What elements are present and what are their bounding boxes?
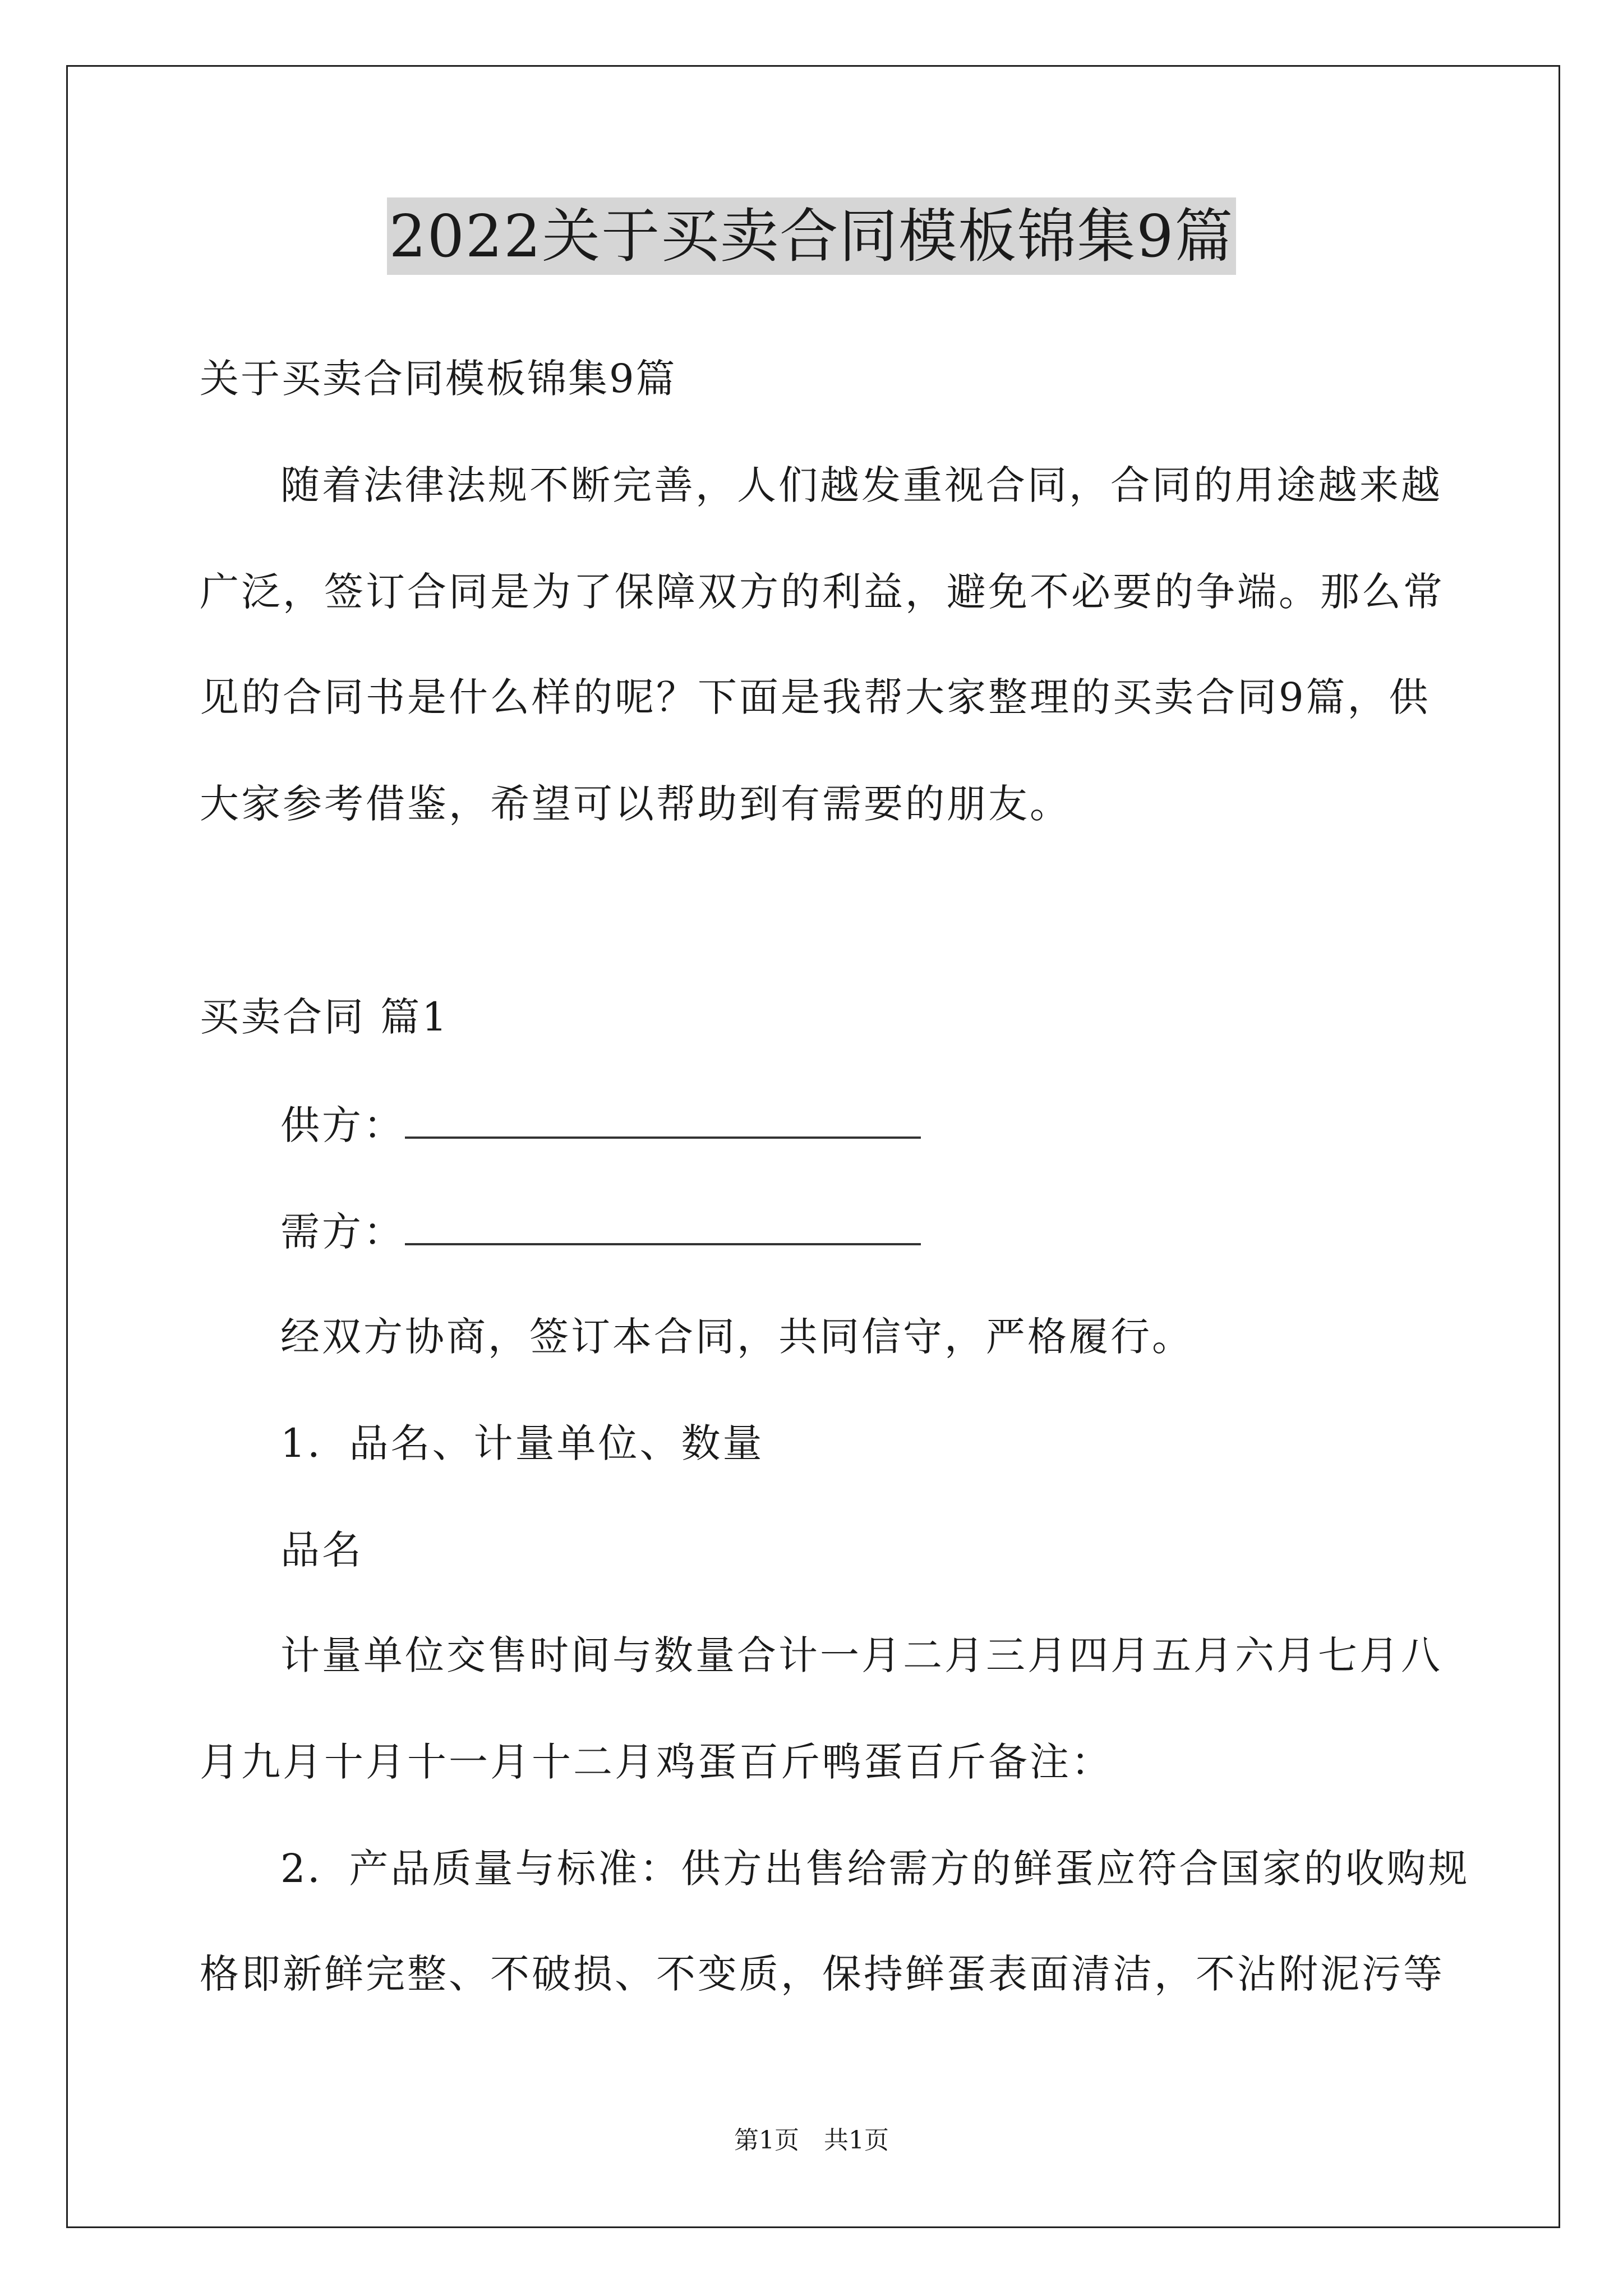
intro-line-2: 广泛，签订合同是为了保障双方的利益，避免不必要的争端。那么常 [200,569,1445,615]
table-line-1: 计量单位交售时间与数量合计一月二月三月四月五月六月七月八 [280,1632,1442,1678]
page-footer: 第1页 共1页 [734,2126,889,2155]
agreement-line: 经双方协商，签订本合同，共同信守，严格履行。 [280,1314,1193,1360]
product-name-label: 品名 [280,1527,363,1573]
document-title: 2022关于买卖合同模板锦集9篇 [387,197,1237,275]
buyer-label: 需方： [280,1209,405,1255]
intro-line-1: 随着法律法规不断完善，人们越发重视合同，合同的用途越来越 [280,462,1442,508]
buyer-row [280,1206,921,1257]
clause-2-line-1: 2．产品质量与标准：供方出售给需方的鲜蛋应符合国家的收购规 [280,1846,1470,1892]
supplier-row [280,1099,921,1151]
supplier-blank-line [405,1099,921,1139]
clause-2-line-2: 格即新鲜完整、不破损、不变质，保持鲜蛋表面清洁，不沾附泥污等 [200,1951,1445,1997]
supplier-label: 供方： [280,1102,405,1148]
intro-line-4: 大家参考借鉴，希望可以帮助到有需要的朋友。 [200,781,1071,827]
document-subtitle: 关于买卖合同模板锦集9篇 [200,356,677,402]
intro-line-3: 见的合同书是什么样的呢？下面是我帮大家整理的买卖合同9篇，供 [200,674,1431,720]
section-heading: 买卖合同 篇1 [200,994,449,1040]
title-container [0,197,1623,275]
table-line-2: 月九月十月十一月十二月鸡蛋百斤鸭蛋百斤备注： [200,1739,1113,1785]
buyer-blank-line [405,1206,921,1245]
clause-1-heading: 1．品名、计量单位、数量 [280,1420,764,1466]
